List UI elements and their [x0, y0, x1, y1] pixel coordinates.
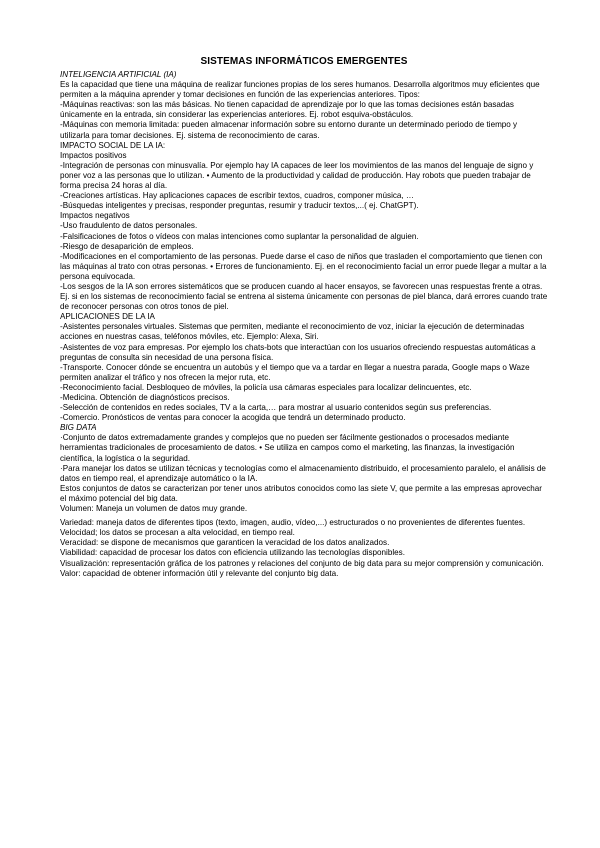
paragraph: -Selección de contenidos en redes sociales, TV a la carta,… para mostrar al usuario contenidos según sus preferencias. [60, 403, 492, 413]
paragraph: ·Conjunto de datos extremadamente grandes y complejos que no pueden ser fácilmente gestionados o procesados mediante herramientas tradicionales de procesamiento de datos. • Se utiliza en campos como el marketing, las finanzas, la investigación científica, la logística o la seguridad. [60, 433, 515, 463]
paragraph: -Los sesgos de la IA son errores sistemáticos que se producen cuando al hacer ensayos, se favorecen unas respuestas frente a otras. Ej. si en los sistemas de reconocimiento facial se entrena al sistema únicamente con personas de piel blanca, dará errores cuando trate de reconocer personas con otros tonos de piel. [60, 281, 548, 312]
paragraph: -Uso fraudulento de datos personales. [60, 221, 198, 231]
document-title: SISTEMAS INFORMÁTICOS EMERGENTES [200, 56, 408, 67]
paragraph: IMPACTO SOCIAL DE LA IA: [60, 140, 166, 150]
paragraph: Es la capacidad que tiene una máquina de realizar funciones propias de los seres humanos. Desarrolla algoritmos muy eficientes que permiten a la máquina aprender y tomar decisiones en función de las experiencias anteriores. Tipos: [60, 80, 540, 100]
paragraph: -Integración de personas con minusvalía. Por ejemplo hay IA capaces de leer los movimientos de las manos del lenguaje de signo y poner voz a las personas que lo utilizan. • Aumento de la productividad y calidad de producción. Hay robots que pueden trabajar de forma precisa 24 horas al día. [60, 160, 534, 191]
document-page [60, 56, 548, 579]
paragraph: Impactos negativos [60, 211, 130, 221]
paragraph: APLICACIONES DE LA IA [60, 312, 155, 322]
paragraph: -Máquinas reactivas: son las más básicas. No tienen capacidad de aprendizaje por lo que las tomas decisiones están basadas únicamente en la entrada, sin considerar las experiencias anteriores. Ej. robot esquiva-obstáculos. [60, 100, 514, 120]
paragraph: Veracidad: se dispone de mecanismos que garanticen la veracidad de los datos analizados. [60, 538, 390, 548]
paragraph: Valor: capacidad de obtener información útil y relevante del conjunto big data. [60, 568, 339, 578]
paragraph: -Reconocimiento facial. Desbloqueo de móviles, la policía usa cámaras especiales para localizar delincuentes, etc. [60, 382, 472, 392]
section-heading: BIG DATA [60, 423, 97, 433]
paragraph: -Transporte. Conocer dónde se encuentra un autobús y el tiempo que va a tardar en llegar a nuestra parada, Google maps o Waze permiten analizar el tráfico y nos ofrecen la mejor ruta, etc. [60, 362, 530, 382]
paragraph: -Medicina. Obtención de diagnósticos precisos. [60, 393, 230, 402]
paragraph: -Modificaciones en el comportamiento de las personas. Puede darse el caso de niños que trasladen el comportamiento que tienen con las máquinas al trato con otras personas. • Errores de funcionamiento. Ej. en el reconocimiento facial un error puede llegar a multar a la persona equivocada. [60, 251, 547, 281]
paragraph: Viabilidad: capacidad de procesar los datos con eficiencia utilizando las tecnologías disponibles. [60, 548, 405, 558]
paragraph: Velocidad; los datos se procesan a alta velocidad, en tiempo real. [60, 528, 295, 538]
paragraph: -Asistentes personales virtuales. Sistemas que permiten, mediante el reconocimiento de voz, iniciar la ejecución de determinadas acciones en nuestras casas, teléfonos móviles, etc. Ejemplo: Alexa, Siri. [60, 322, 525, 342]
paragraph: Volumen: Maneja un volumen de datos muy grande. [60, 504, 248, 514]
paragraph: -Creaciones artísticas. Hay aplicaciones capaces de escribir textos, cuadros, componer música, … [60, 191, 415, 201]
paragraph: Visualización: representación gráfica de los patrones y relaciones del conjunto de big data para su mejor comprensión y comunicación. [60, 558, 544, 568]
paragraph: -Búsquedas inteligentes y precisas, responder preguntas, resumir y traducir textos,...( ej. ChatGPT). [60, 201, 419, 211]
document-body [60, 70, 548, 579]
paragraph: -Asistentes de voz para empresas. Por ejemplo los chats-bots que interactúan con los usuarios ofreciendo respuestas automáticas a preguntas de consulta sin necesidad de una persona física. [60, 342, 536, 362]
section-heading: INTELIGENCIA ARTIFICIAL (IA) [60, 70, 177, 79]
paragraph: -Máquinas con memoria limitada: pueden almacenar información sobre su entorno durante un determinado periodo de tiempo y utilizarla para tomar decisiones. Ej. sistema de reconocimiento de caras. [60, 120, 518, 140]
paragraph: Variedad: maneja datos de diferentes tipos (texto, imagen, audio, vídeo,...) estructurados o no provenientes de diferentes fuentes. [60, 518, 526, 528]
paragraph: ·Para manejar los datos se utilizan técnicas y tecnologías como el almacenamiento distribuido, el procesamiento paralelo, el análisis de datos en tiempo real, el aprendizaje automático o la IA. [60, 463, 546, 483]
paragraph: Impactos positivos [60, 150, 127, 160]
paragraph: Estos conjuntos de datos se caracterizan por tener unos atributos conocidos como las siete V, que permite a las empresas aprovechar el máximo potencial del big data. [60, 483, 542, 503]
paragraph: -Riesgo de desaparición de empleos. [60, 241, 194, 251]
paragraph: -Falsificaciones de fotos o vídeos con malas intenciones como suplantar la personalidad de alguien. [60, 231, 419, 241]
paragraph: -Comercio. Pronósticos de ventas para conocer la acogida que tendrá un determinado producto. [60, 413, 406, 423]
